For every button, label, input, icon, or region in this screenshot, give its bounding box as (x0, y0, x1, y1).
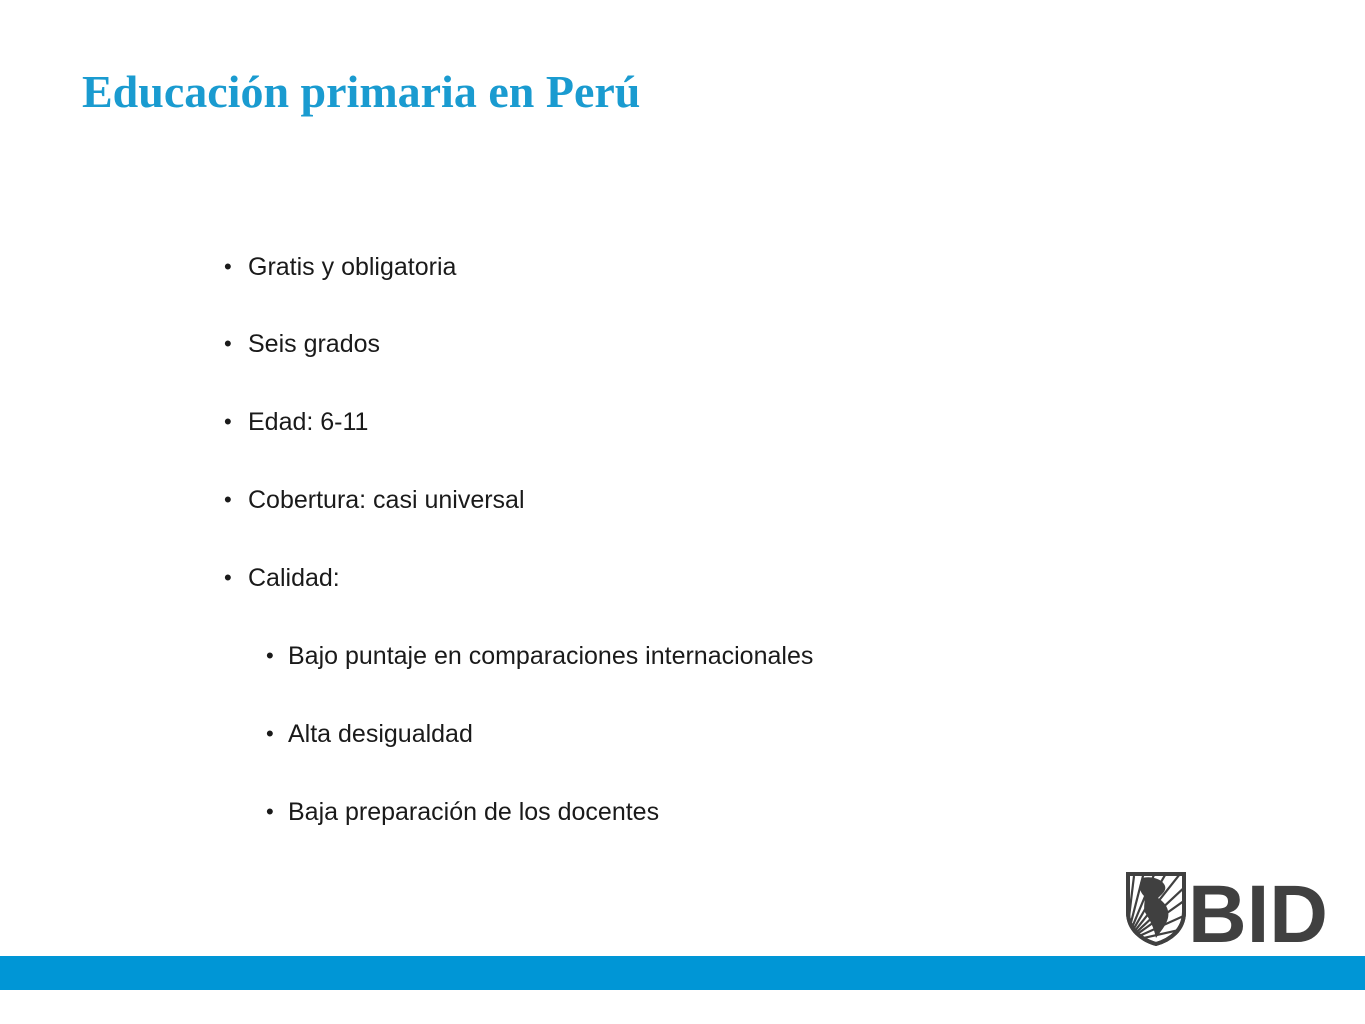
bullet-dot: • (224, 254, 232, 279)
bullet-text: Cobertura: casi universal (248, 486, 525, 514)
bullet-item (224, 485, 525, 515)
sub-bullet-item (266, 719, 473, 749)
logo-text: BID (1188, 869, 1328, 946)
bullet-item (224, 407, 369, 437)
bullet-text: Calidad: (248, 564, 340, 592)
bullet-dot: • (224, 331, 232, 356)
bullet-text: Edad: 6-11 (248, 408, 369, 436)
bullet-dot: • (266, 799, 274, 824)
bullet-item (224, 252, 457, 282)
bullet-text: Baja preparación de los docentes (288, 798, 660, 826)
bullet-dot: • (224, 565, 232, 590)
bullet-dot: • (266, 643, 274, 668)
sub-bullet-item (266, 797, 660, 827)
bullet-dot: • (266, 721, 274, 746)
bullet-dot: • (224, 487, 232, 512)
bullet-item (224, 329, 381, 359)
footer-bar (0, 956, 1365, 990)
bullet-text: Gratis y obligatoria (248, 253, 457, 281)
slide-title: Educación primaria en Perú (82, 66, 641, 117)
bullet-text: Bajo puntaje en comparaciones internacionales (288, 642, 814, 670)
bid-logo (1124, 868, 1330, 946)
bullet-dot: • (224, 409, 232, 434)
bullet-text: Alta desigualdad (288, 720, 473, 748)
globe-americas-icon (1126, 870, 1188, 944)
bullet-item (224, 563, 340, 593)
bullet-text: Seis grados (248, 330, 381, 358)
sub-bullet-item (266, 641, 814, 671)
